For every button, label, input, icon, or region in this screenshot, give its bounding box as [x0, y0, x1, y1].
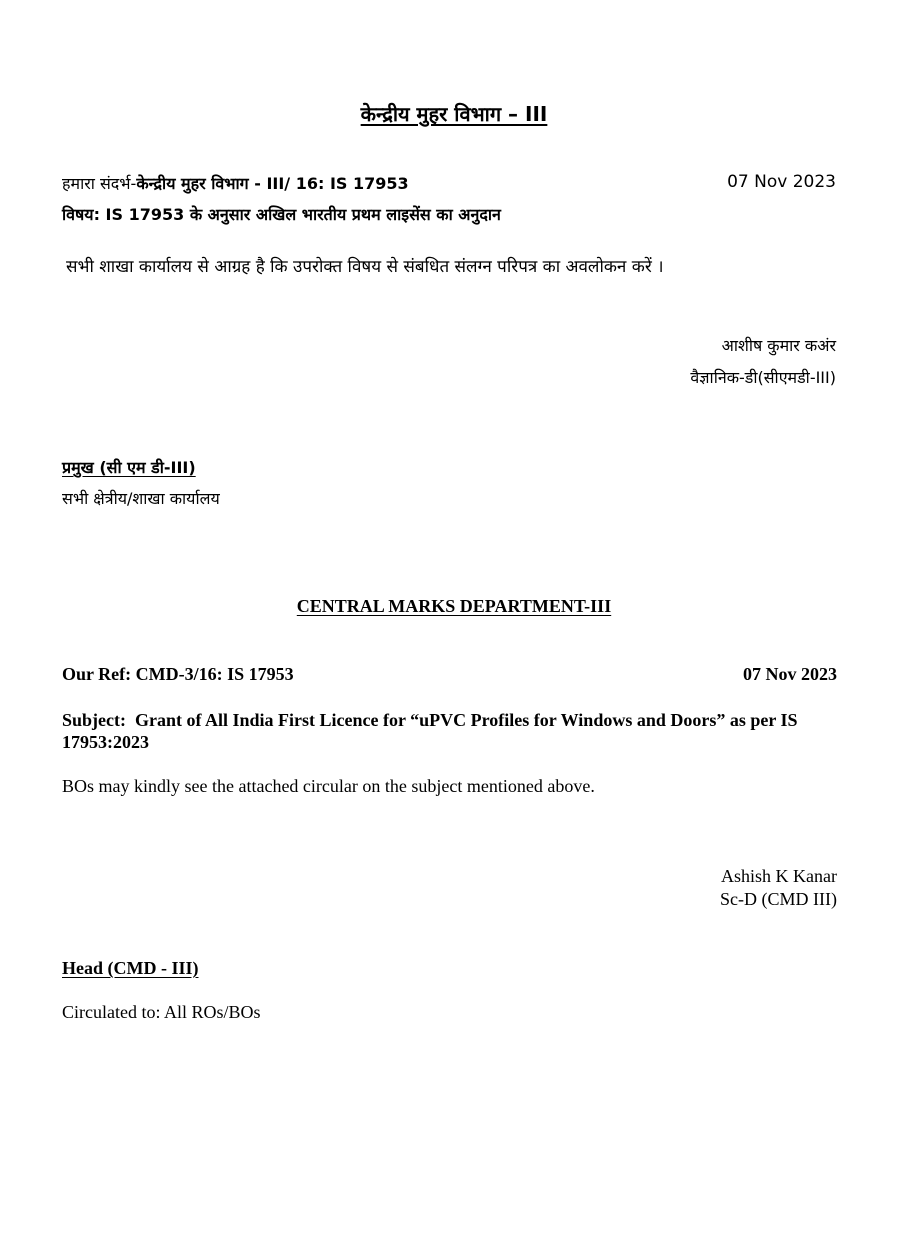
hindi-head: प्रमुख (सी एम डी-III) — [62, 458, 196, 477]
english-circulated-to: Circulated to: All ROs/BOs — [62, 1002, 261, 1022]
english-subject — [62, 709, 842, 753]
english-head: Head (CMD - III) — [62, 958, 199, 978]
english-subject-text: Grant of All India First Licence for “uPVC Profiles for Windows and Doors” as per IS 17953:2023 — [62, 710, 798, 752]
english-signatory-name: Ashish K Kanar — [721, 866, 837, 886]
english-reference: Our Ref: CMD-3/16: IS 17953 — [62, 664, 294, 684]
hindi-subject-label: विषय: — [62, 205, 100, 224]
english-subject-label: Subject: — [62, 710, 126, 730]
english-signatory-designation: Sc-D (CMD III) — [720, 889, 837, 909]
hindi-title: केन्द्रीय मुहर विभाग – III — [360, 102, 548, 126]
hindi-body-text: सभी शाखा कार्यालय से आग्रह है कि उपरोक्त विषय से संबधित संलग्न परिपत्र का अवलोकन करें । — [66, 257, 664, 277]
english-title: CENTRAL MARKS DEPARTMENT-III — [296, 596, 612, 616]
hindi-signatory-name: आशीष कुमार कअंर — [721, 336, 836, 355]
hindi-subject-text: IS 17953 के अनुसार अखिल भारतीय प्रथम लाइसेंस का अनुदान — [105, 205, 501, 224]
hindi-reference — [62, 172, 409, 194]
hindi-signatory-designation: वैज्ञानिक-डी(सीएमडी-III) — [690, 368, 836, 387]
hindi-subject — [62, 203, 501, 225]
english-body-text: BOs may kindly see the attached circular on the subject mentioned above. — [62, 776, 595, 796]
hindi-reference-value: केन्द्रीय मुहर विभाग - III/ 16: IS 17953 — [136, 174, 409, 193]
hindi-date: 07 Nov 2023 — [727, 172, 836, 192]
hindi-reference-label: हमारा संदर्भ- — [62, 174, 137, 193]
hindi-circulated-to: सभी क्षेत्रीय/शाखा कार्यालय — [62, 489, 220, 508]
english-date: 07 Nov 2023 — [743, 664, 837, 684]
